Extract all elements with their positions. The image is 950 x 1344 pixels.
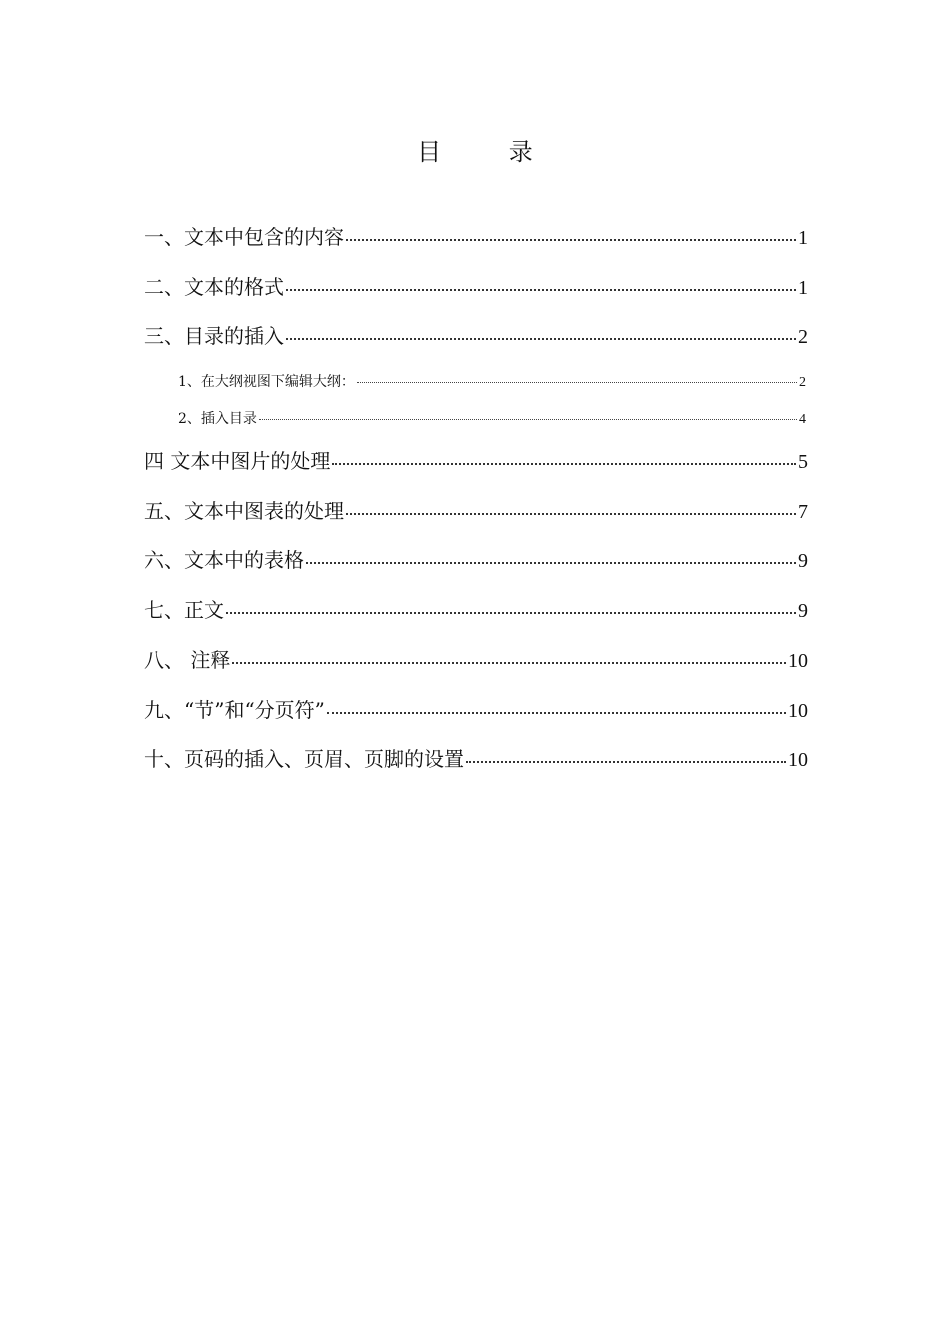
dot-leader [286, 269, 796, 291]
toc-entry-label: 一、文本中包含的内容 [144, 225, 344, 249]
dot-leader [286, 318, 796, 340]
toc-entry-label: 九、“节”和“分页符” [144, 698, 325, 722]
toc-entry-4[interactable] [144, 446, 808, 474]
toc-entry-page: 5 [798, 451, 808, 473]
toc-entry-page: 1 [798, 277, 808, 299]
dot-leader [327, 692, 786, 714]
toc-entry-label: 1、在大纲视图下编辑大纲： [178, 374, 355, 390]
toc-entry-page: 1 [798, 227, 808, 249]
toc-entry-5[interactable] [144, 496, 808, 524]
dot-leader [466, 741, 786, 763]
dot-leader [346, 493, 796, 515]
dot-leader [226, 592, 796, 614]
toc-entry-label: 八、 注释 [144, 648, 231, 672]
toc-entry-label: 四 文本中图片的处理 [144, 449, 331, 473]
dot-leader [259, 405, 797, 420]
toc-entry-page: 9 [798, 600, 808, 622]
toc-title: 目 录 [417, 138, 563, 167]
toc-entry-label: 七、正文 [144, 598, 224, 622]
toc-entry-label: 二、文本的格式 [144, 275, 284, 299]
toc-subentry-3-2[interactable] [178, 408, 806, 428]
toc-entry-page: 2 [799, 375, 806, 390]
dot-leader [357, 368, 797, 383]
toc-entry-page: 4 [799, 412, 806, 427]
toc-entry-7[interactable] [144, 595, 808, 623]
toc-entry-10[interactable] [144, 744, 808, 772]
dot-leader [232, 642, 786, 664]
toc-entry-label: 十、页码的插入、页眉、页脚的设置 [144, 747, 464, 771]
toc-entry-page: 10 [788, 749, 808, 771]
toc-entry-page: 9 [798, 550, 808, 572]
toc-entry-2[interactable] [144, 272, 808, 300]
dot-leader [306, 542, 796, 564]
toc-entry-label: 2、插入目录 [178, 411, 257, 427]
toc-entry-1[interactable] [144, 222, 808, 250]
toc-entry-9[interactable] [144, 695, 808, 723]
toc-entry-label: 六、文本中的表格 [144, 548, 304, 572]
toc-entry-3[interactable] [144, 321, 808, 349]
toc-entry-label: 三、目录的插入 [144, 324, 284, 348]
toc-entry-page: 10 [788, 650, 808, 672]
dot-leader [332, 443, 796, 465]
toc-entry-6[interactable] [144, 545, 808, 573]
toc-subentry-3-1[interactable] [178, 371, 806, 391]
toc-entry-8[interactable] [144, 645, 808, 673]
toc-entry-page: 7 [798, 501, 808, 523]
toc-entry-page: 2 [798, 326, 808, 348]
dot-leader [346, 219, 796, 241]
toc-entry-label: 五、文本中图表的处理 [144, 499, 344, 523]
toc-entry-page: 10 [788, 700, 808, 722]
